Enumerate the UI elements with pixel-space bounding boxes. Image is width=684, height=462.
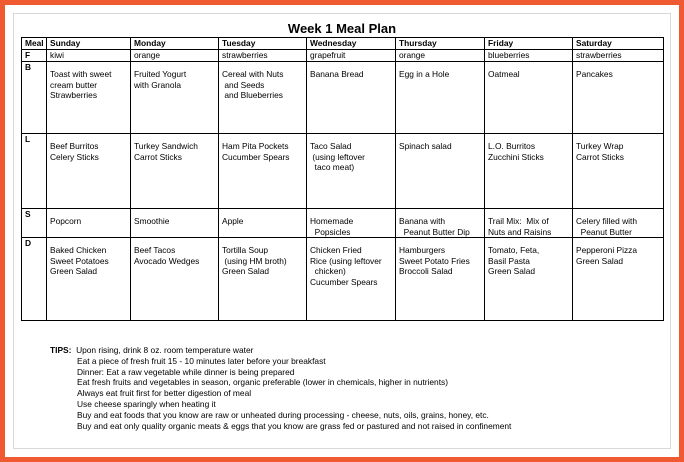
meal-item: Popsicles [310, 226, 351, 237]
meal-cell-thursday [396, 62, 485, 134]
fruit-cell-thursday: orange [396, 50, 485, 62]
tip-line: Use cheese sparingly when heating it [77, 398, 216, 409]
meal-row [22, 238, 664, 321]
fruit-cell-wednesday: grapefruit [307, 50, 396, 62]
tip-line: Eat fresh fruits and vegetables in season, organic preferable (lower in chemicals, higher in nutrients) [77, 377, 449, 388]
meal-item: and Seeds [222, 79, 265, 90]
meal-item: with Granola [134, 79, 182, 90]
meal-cell-thursday [396, 238, 485, 321]
meal-item: Basil Pasta [488, 255, 530, 266]
meal-cell-saturday [573, 134, 664, 209]
meal-item: Green Salad [576, 255, 624, 266]
meal-item: Pancakes [576, 69, 613, 79]
meal-cell-tuesday [219, 62, 307, 134]
fruit-cell-saturday: strawberries [573, 50, 664, 62]
meal-cell-tuesday [219, 238, 307, 321]
column-header-tuesday: Tuesday [219, 38, 307, 50]
meal-item: Taco Salad [310, 141, 352, 151]
column-header-thursday: Thursday [396, 38, 485, 50]
meal-cell-friday [485, 62, 573, 134]
tips-first-line [50, 345, 511, 356]
meal-cell-friday [485, 209, 573, 238]
column-header-saturday: Saturday [573, 38, 664, 50]
meal-cell-saturday [573, 62, 664, 134]
column-header-sunday: Sunday [47, 38, 131, 50]
meal-item: Tortilla Soup [222, 245, 269, 256]
meal-cell-friday [485, 134, 573, 209]
fruit-cell-tuesday: strawberries [219, 50, 307, 62]
meal-cell-saturday [573, 209, 664, 238]
meal-item: Ham Pita Pockets [222, 141, 289, 151]
meal-item: Tomato, Feta, [488, 245, 540, 256]
meal-item: Avocado Wedges [134, 255, 200, 266]
meal-item: Broccoli Salad [399, 266, 453, 277]
meal-item: Turkey Wrap [576, 141, 624, 151]
meal-item: (using HM broth) [222, 255, 287, 266]
meal-row [22, 62, 664, 134]
tip-line: Dinner: Eat a raw vegetable while dinner is being prepared [77, 366, 295, 377]
meal-item: Cucumber Spears [310, 276, 378, 287]
tips-heading: TIPS: [50, 345, 72, 355]
meal-cell-monday [131, 238, 219, 321]
tip-line: Eat a piece of fresh fruit 15 - 10 minutes later before your breakfast [77, 355, 326, 366]
meal-item: (using leftover [310, 151, 365, 162]
meal-item: Homemade [310, 216, 354, 226]
fruit-cell-friday: blueberries [485, 50, 573, 62]
meal-item: Zucchini Sticks [488, 151, 544, 162]
meal-item: Green Salad [222, 266, 270, 277]
meal-cell-wednesday [307, 62, 396, 134]
meal-item: Strawberries [50, 90, 98, 101]
meal-cell-wednesday [307, 238, 396, 321]
meal-item: Carrot Sticks [134, 151, 182, 162]
meal-cell-sunday [47, 62, 131, 134]
meal-item: Carrot Sticks [576, 151, 624, 162]
meal-cell-thursday [396, 209, 485, 238]
row-code: B [22, 62, 47, 134]
meal-item: Beef Burritos [50, 141, 99, 151]
meal-item: Apple [222, 216, 244, 226]
meal-item: Pepperoni Pizza [576, 245, 637, 256]
fruit-cell-sunday: kiwi [47, 50, 131, 62]
row-code: S [22, 209, 47, 238]
fruit-row [22, 50, 664, 62]
meal-item: Popcorn [50, 216, 82, 226]
meal-item: Rice (using leftover [310, 255, 382, 266]
meal-item: Toast with sweet [50, 69, 112, 79]
meal-cell-monday [131, 62, 219, 134]
meal-item: Beef Tacos [134, 245, 176, 256]
meal-item: taco meat) [310, 162, 355, 173]
tips-section [50, 345, 511, 431]
page-title: Week 1 Meal Plan [287, 21, 397, 36]
meal-cell-wednesday [307, 209, 396, 238]
meal-item: Baked Chicken [50, 245, 107, 256]
meal-item: L.O. Burritos [488, 141, 536, 151]
row-code: L [22, 134, 47, 209]
meal-item: Green Salad [50, 266, 98, 277]
meal-item: Cucumber Spears [222, 151, 290, 162]
meal-item: chicken) [310, 266, 346, 277]
table-body [22, 50, 664, 321]
meal-item: Spinach salad [399, 141, 452, 151]
meal-cell-tuesday [219, 209, 307, 238]
meal-item: Cereal with Nuts [222, 69, 284, 79]
meal-item: and Blueberries [222, 90, 283, 101]
table-header-row [22, 38, 664, 50]
meal-cell-wednesday [307, 134, 396, 209]
tip-line: Buy and eat foods that you know are raw or unheated during processing - cheese, nuts, oils, grains, honey, etc. [77, 409, 489, 420]
meal-cell-sunday [47, 134, 131, 209]
meal-cell-tuesday [219, 134, 307, 209]
tips-list [50, 356, 511, 432]
tip-line: Buy and eat only quality organic meats & eggs that you know are grass fed or pastured and not raised in confinement [77, 420, 512, 431]
meal-item: Fruited Yogurt [134, 69, 187, 79]
row-code: F [22, 50, 47, 62]
meal-cell-saturday [573, 238, 664, 321]
meal-plan-table [21, 37, 664, 321]
meal-item: Celery filled with [576, 216, 637, 226]
meal-item: Sweet Potato Fries [399, 255, 470, 266]
meal-item: Turkey Sandwich [134, 141, 198, 151]
column-header-friday: Friday [485, 38, 573, 50]
row-code: D [22, 238, 47, 321]
meal-item: Trail Mix: Mix of [488, 216, 549, 226]
meal-item: Chicken Fried [310, 245, 362, 256]
meal-item: cream butter [50, 79, 98, 90]
meal-item: Egg in a Hole [399, 69, 450, 79]
meal-item: Banana with [399, 216, 446, 226]
meal-item: Sweet Potatoes [50, 255, 109, 266]
meal-item: Banana Bread [310, 69, 364, 79]
meal-cell-sunday [47, 238, 131, 321]
meal-cell-friday [485, 238, 573, 321]
meal-item: Peanut Butter [576, 226, 632, 237]
tip-line: Always eat fruit first for better digestion of meal [77, 388, 252, 399]
meal-row [22, 209, 664, 238]
meal-cell-thursday [396, 134, 485, 209]
meal-row [22, 134, 664, 209]
column-header-monday: Monday [131, 38, 219, 50]
meal-cell-monday [131, 209, 219, 238]
fruit-cell-monday: orange [131, 50, 219, 62]
meal-item: Oatmeal [488, 69, 520, 79]
meal-cell-sunday [47, 209, 131, 238]
column-header-wednesday: Wednesday [307, 38, 396, 50]
tips-first-text: Upon rising, drink 8 oz. room temperature water [76, 345, 254, 355]
meal-item: Green Salad [488, 266, 536, 277]
meal-item: Peanut Butter Dip [399, 226, 470, 237]
meal-cell-monday [131, 134, 219, 209]
meal-item: Nuts and Raisins [488, 226, 552, 237]
meal-item: Hamburgers [399, 245, 446, 256]
meal-item: Smoothie [134, 216, 170, 226]
column-header-meal: Meal [22, 38, 47, 50]
meal-item: Celery Sticks [50, 151, 99, 162]
